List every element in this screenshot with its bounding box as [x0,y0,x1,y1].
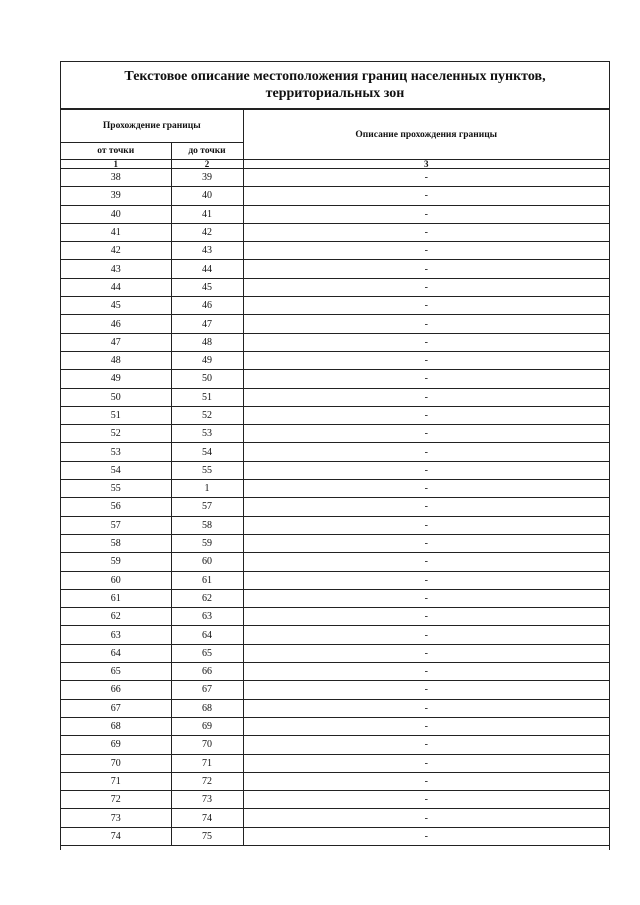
description-cell: - [243,443,609,461]
description-cell: - [243,626,609,644]
to-point-cell: 71 [171,754,243,772]
from-point-cell: 40 [61,205,171,223]
to-point-cell: 52 [171,406,243,424]
from-point-cell: 42 [61,242,171,260]
from-point-cell: 60 [61,571,171,589]
to-point-cell: 43 [171,242,243,260]
column-number-3: 3 [243,160,609,169]
to-point-cell: 62 [171,589,243,607]
from-point-cell: 57 [61,516,171,534]
document-title [61,62,609,109]
description-cell: - [243,333,609,351]
to-point-cell: 50 [171,370,243,388]
table-row [61,608,609,626]
document-page [60,61,610,850]
column-number-1: 1 [61,160,171,169]
from-point-cell: 54 [61,461,171,479]
table-row [61,827,609,845]
to-point-cell: 61 [171,571,243,589]
title-line-1: Текстовое описание местоположения границ населенных пунктов, [124,69,546,84]
table-row [61,242,609,260]
description-cell: - [243,553,609,571]
table-row [61,681,609,699]
to-point-cell: 74 [171,809,243,827]
table-row [61,736,609,754]
description-cell: - [243,498,609,516]
from-point-cell: 73 [61,809,171,827]
description-cell: - [243,260,609,278]
description-cell: - [243,169,609,187]
from-point-cell: 38 [61,169,171,187]
table-row [61,278,609,296]
to-point-cell: 64 [171,626,243,644]
from-point-cell: 61 [61,589,171,607]
from-point-cell: 65 [61,663,171,681]
from-point-cell: 51 [61,406,171,424]
description-cell: - [243,223,609,241]
to-point-cell: 1 [171,480,243,498]
to-point-cell: 60 [171,553,243,571]
description-cell: - [243,681,609,699]
from-point-cell: 74 [61,827,171,845]
header-from-point: от точки [61,143,171,160]
description-cell: - [243,370,609,388]
table-row [61,717,609,735]
table-row [61,571,609,589]
description-cell: - [243,736,609,754]
table-row [61,480,609,498]
to-point-cell: 63 [171,608,243,626]
to-point-cell: 48 [171,333,243,351]
description-cell: - [243,589,609,607]
to-point-cell: 72 [171,772,243,790]
description-cell: - [243,242,609,260]
table-row [61,187,609,205]
table-row [61,589,609,607]
description-cell: - [243,644,609,662]
description-cell: - [243,663,609,681]
from-point-cell: 63 [61,626,171,644]
to-point-cell: 39 [171,169,243,187]
table-row [61,809,609,827]
description-cell: - [243,809,609,827]
description-cell: - [243,717,609,735]
from-point-cell: 55 [61,480,171,498]
description-cell: - [243,534,609,552]
from-point-cell: 72 [61,791,171,809]
description-cell: - [243,772,609,790]
to-point-cell: 69 [171,717,243,735]
table-row [61,553,609,571]
table-row [61,791,609,809]
from-point-cell: 66 [61,681,171,699]
to-point-cell: 42 [171,223,243,241]
from-point-cell: 68 [61,717,171,735]
to-point-cell: 44 [171,260,243,278]
header-boundary-passage: Прохождение границы [61,110,243,143]
description-cell: - [243,480,609,498]
table-row [61,169,609,187]
table-row [61,516,609,534]
table-row [61,754,609,772]
description-cell: - [243,315,609,333]
to-point-cell: 66 [171,663,243,681]
to-point-cell: 40 [171,187,243,205]
to-point-cell: 49 [171,351,243,369]
description-cell: - [243,791,609,809]
table-row [61,699,609,717]
description-cell: - [243,388,609,406]
from-point-cell: 71 [61,772,171,790]
to-point-cell: 51 [171,388,243,406]
from-point-cell: 46 [61,315,171,333]
table-row [61,351,609,369]
to-point-cell: 67 [171,681,243,699]
description-cell: - [243,406,609,424]
to-point-cell: 41 [171,205,243,223]
column-number-2: 2 [171,160,243,169]
description-cell: - [243,516,609,534]
to-point-cell: 75 [171,827,243,845]
from-point-cell: 69 [61,736,171,754]
to-point-cell: 73 [171,791,243,809]
to-point-cell: 46 [171,297,243,315]
table-body [61,169,609,846]
from-point-cell: 39 [61,187,171,205]
to-point-cell: 45 [171,278,243,296]
from-point-cell: 70 [61,754,171,772]
from-point-cell: 47 [61,333,171,351]
table-row [61,443,609,461]
to-point-cell: 65 [171,644,243,662]
to-point-cell: 54 [171,443,243,461]
table-row [61,297,609,315]
from-point-cell: 58 [61,534,171,552]
header-to-point: до точки [171,143,243,160]
from-point-cell: 48 [61,351,171,369]
header-description: Описание прохождения границы [243,110,609,160]
description-cell: - [243,571,609,589]
to-point-cell: 55 [171,461,243,479]
from-point-cell: 41 [61,223,171,241]
from-point-cell: 59 [61,553,171,571]
to-point-cell: 47 [171,315,243,333]
table-row [61,315,609,333]
description-cell: - [243,461,609,479]
table-row [61,498,609,516]
from-point-cell: 64 [61,644,171,662]
from-point-cell: 49 [61,370,171,388]
description-cell: - [243,425,609,443]
to-point-cell: 59 [171,534,243,552]
table-row [61,663,609,681]
from-point-cell: 52 [61,425,171,443]
description-cell: - [243,699,609,717]
description-cell: - [243,351,609,369]
from-point-cell: 56 [61,498,171,516]
table-row [61,205,609,223]
to-point-cell: 70 [171,736,243,754]
table-row [61,772,609,790]
table-row [61,626,609,644]
from-point-cell: 44 [61,278,171,296]
to-point-cell: 68 [171,699,243,717]
table-row [61,260,609,278]
table-row [61,406,609,424]
description-cell: - [243,608,609,626]
to-point-cell: 53 [171,425,243,443]
title-line-2: территориальных зон [265,86,405,101]
from-point-cell: 67 [61,699,171,717]
description-cell: - [243,205,609,223]
description-cell: - [243,754,609,772]
table-row [61,370,609,388]
boundary-table [61,109,609,846]
from-point-cell: 45 [61,297,171,315]
description-cell: - [243,297,609,315]
description-cell: - [243,187,609,205]
from-point-cell: 50 [61,388,171,406]
table-row [61,425,609,443]
table-row [61,223,609,241]
from-point-cell: 62 [61,608,171,626]
description-cell: - [243,278,609,296]
table-row [61,461,609,479]
table-row [61,644,609,662]
to-point-cell: 58 [171,516,243,534]
description-cell: - [243,827,609,845]
from-point-cell: 43 [61,260,171,278]
table-header [61,110,609,169]
to-point-cell: 57 [171,498,243,516]
table-row [61,388,609,406]
table-row [61,333,609,351]
table-row [61,534,609,552]
from-point-cell: 53 [61,443,171,461]
